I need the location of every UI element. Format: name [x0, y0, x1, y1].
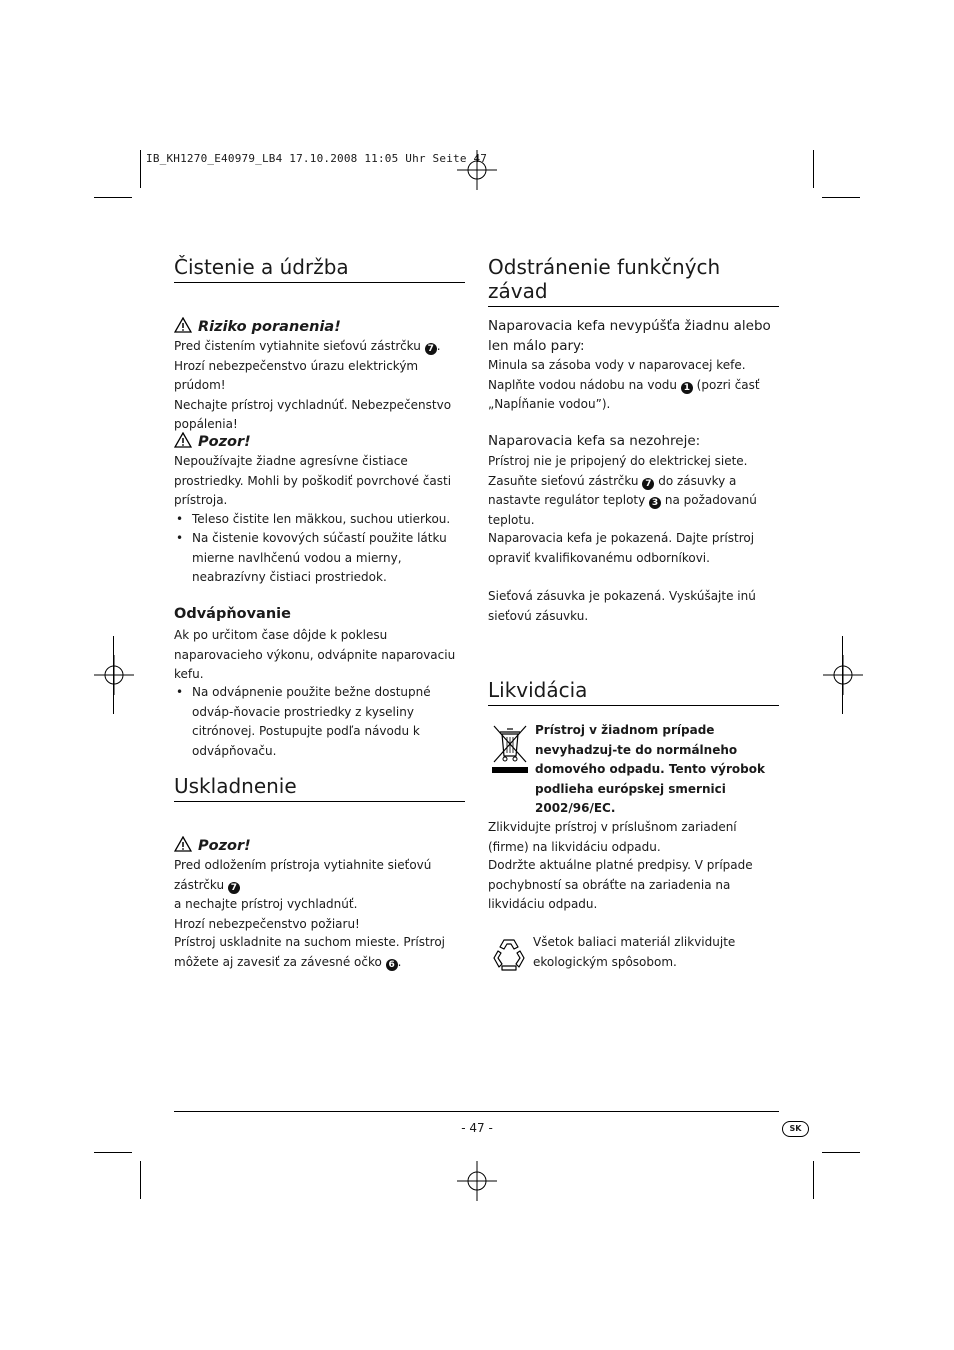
list-item: • Na odvápnenie použite bežne dostupné odváp-ňovacie prostriedky z kyseliny citrónovej. Postupujte podľa návodu k odvápňovaču.	[192, 683, 467, 761]
warning-heading-caution: Pozor!	[174, 432, 251, 451]
registration-crosshair-icon	[94, 655, 134, 695]
trouble-heading-no-steam: Naparovacia kefa nevypúšťa žiadnu alebo len málo pary:	[488, 318, 771, 354]
warning-triangle-icon	[174, 836, 192, 852]
trouble-text-socket: Sieťová zásuvka je pokazená. Vyskúšajte inú sieťovú zásuvku.	[488, 589, 756, 623]
registration-crosshair-icon	[823, 655, 863, 695]
crop-mark	[140, 150, 141, 188]
section-title-troubleshooting: Odstránenie funkčných závad	[488, 255, 779, 307]
crop-mark	[822, 197, 860, 198]
trouble-text-broken: Naparovacia kefa je pokazená. Dajte prístroj opraviť kvalifikovanému odborníkovi.	[488, 531, 755, 565]
trouble-text-no-heat: Prístroj nie je pripojený do elektrickej siete. Zasuňte sieťovú zástrčku 7 do zásuvky a nastavte regulátor teploty 3 na požadovanú teplotu.	[488, 454, 757, 527]
part-ref-number: 7	[642, 478, 654, 490]
part-ref-number: 7	[425, 343, 437, 355]
crop-mark	[140, 1161, 141, 1199]
crop-mark	[94, 197, 132, 198]
part-ref-number: 3	[649, 497, 661, 509]
warning-heading-storage: Pozor!	[174, 836, 251, 855]
section-title-cleaning: Čistenie a údržba	[174, 255, 465, 283]
warning-heading-injury: Riziko poranenia!	[174, 317, 341, 336]
language-badge: SK	[782, 1121, 809, 1137]
subsection-title-descaling: Odvápňovanie	[174, 606, 291, 622]
section-title-disposal: Likvidácia	[488, 678, 779, 706]
page-number: - 47 -	[461, 1121, 493, 1135]
part-ref-number: 6	[386, 959, 398, 971]
trouble-heading-no-heat: Naparovacia kefa sa nezohreje:	[488, 433, 701, 449]
crop-mark	[813, 1161, 814, 1199]
storage-text: Prístroj uskladnite na suchom mieste. Prístroj môžete aj zavesiť za závesné očko 6 .	[174, 935, 446, 970]
disposal-text-regulations: Dodržte aktuálne platné predpisy. V prípade pochybností sa obráťte na zariadenia na likvidáciu odpadu.	[488, 858, 753, 911]
warning-text-caution: Nepoužívajte žiadne agresívne čistiace prostriedky. Mohli by poškodiť povrchové časti prístroja.	[174, 454, 452, 507]
trouble-text-no-steam: Minula sa zásoba vody v naparovacej kefe. Naplňte vodou nádobu na vodu 1 (pozri časť „Napĺňanie vodou”).	[488, 358, 760, 411]
crop-mark	[113, 636, 114, 714]
disposal-text-facility: Zlikvidujte prístroj v príslušnom zariadení (firme) na likvidáciu odpadu.	[488, 820, 737, 854]
recycling-text: Všetok baliaci materiál zlikvidujte ekologickým spôsobom.	[533, 935, 736, 969]
section-title-storage: Uskladnenie	[174, 774, 465, 802]
list-item: • Teleso čistite len mäkkou, suchou utierkou.	[192, 510, 467, 530]
crop-mark	[94, 1152, 132, 1153]
disposal-warning-text: Prístroj v žiadnom prípade nevyhadzuj-te do normálneho domového odpadu. Tento výrobok podlieha európskej smernici 2002/96/EC.	[535, 723, 765, 815]
crossed-out-bin-icon	[490, 722, 530, 774]
warning-text-injury: Pred čistením vytiahnite sieťovú zástrčku 7 . Hrozí nebezpečenstvo úrazu elektrickým prúdom! Nechajte prístroj vychladnúť. Nebezpečenstvo popálenia!	[174, 339, 452, 431]
crop-mark	[842, 636, 843, 714]
warning-triangle-icon	[174, 432, 192, 448]
footer-rule	[174, 1111, 779, 1112]
part-ref-number: 1	[681, 382, 693, 394]
crop-mark	[813, 150, 814, 188]
warning-text-storage: Pred odložením prístroja vytiahnite sieťovú zástrčku 7 a nechajte prístroj vychladnúť. Hrozí nebezpečenstvo požiaru!	[174, 858, 432, 931]
registration-crosshair-icon	[457, 1161, 497, 1201]
registration-crosshair-icon	[457, 150, 497, 190]
descaling-text: Ak po určitom čase dôjde k poklesu naparovacieho výkonu, odvápnite naparovaciu kefu.	[174, 628, 456, 681]
warning-triangle-icon	[174, 317, 192, 333]
crop-mark	[822, 1152, 860, 1153]
print-header: IB_KH1270_E40979_LB4 17.10.2008 11:05 Uhr Seite 47	[146, 152, 488, 165]
part-ref-number: 7	[228, 882, 240, 894]
recycling-icon	[489, 934, 529, 974]
list-item: • Na čistenie kovových súčastí použite látku mierne navlhčenú vodou a mierny, neabrazívny čistiaci prostriedok.	[192, 529, 467, 588]
